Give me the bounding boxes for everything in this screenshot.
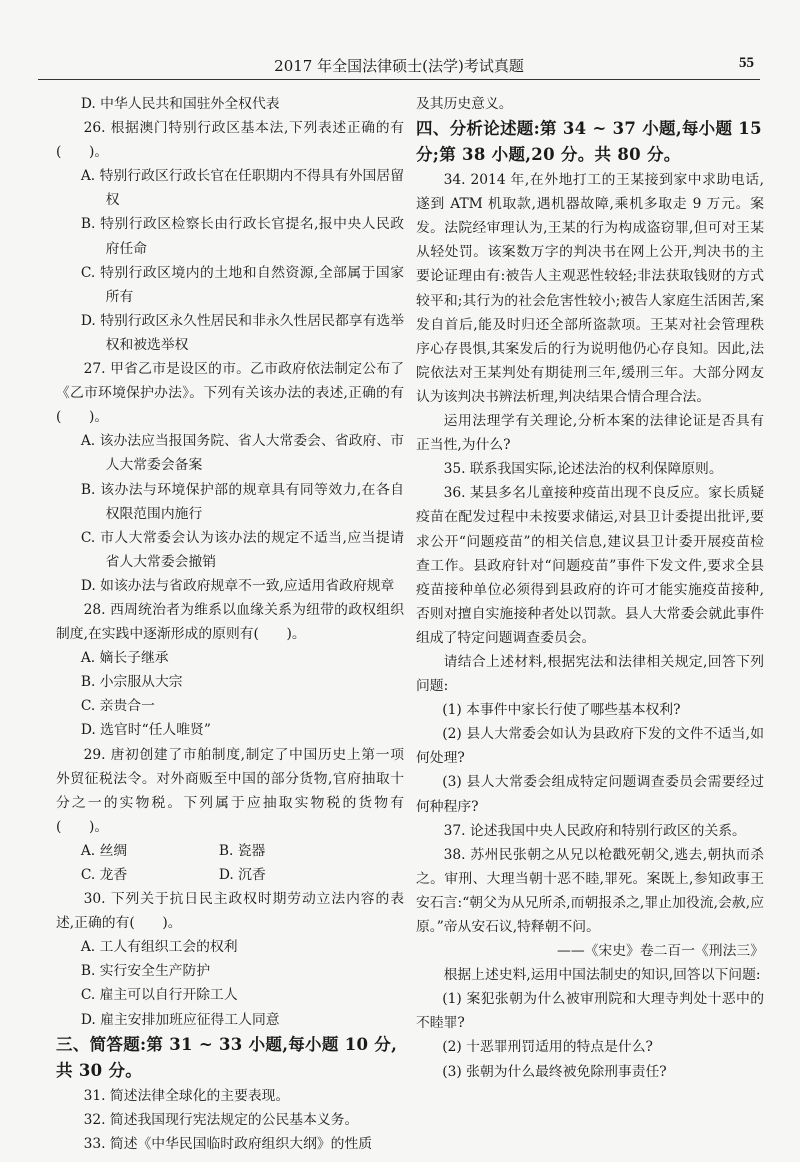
section-3-heading: 三、简答题:第 31 ~ 33 小题,每小题 10 分,共 30 分。 xyxy=(56,1034,398,1080)
q36-sub-1: (1) 本事件中家长行使了哪些基本权利? xyxy=(442,702,681,719)
q27-option-b: B. 该办法与环境保护部的规章具有同等效力,在各自权限范围内施行 xyxy=(80,481,404,522)
q26-option-b: B. 特别行政区检察长由行政长官提名,报中央人民政府任命 xyxy=(80,216,404,257)
page-number: 55 xyxy=(739,55,754,71)
q26-option-d: D. 特别行政区永久性居民和非永久性居民都享有选举权和被选举权 xyxy=(80,312,404,353)
q38-sub-1: (1) 案犯张朝为什么被审刑院和大理寺判处十恶中的不睦罪? xyxy=(416,991,764,1032)
q28-option-b: B. 小宗服从大宗 xyxy=(80,674,183,691)
q27-option-d: D. 如该办法与省政府规章不一致,应适用省政府规章 xyxy=(80,577,395,594)
q38-sub-2: (2) 十恶罪刑罚适用的特点是什么? xyxy=(442,1039,653,1056)
q38-question: 根据上述史料,运用中国法制史的知识,回答以下问题: xyxy=(443,967,761,984)
q29-option-d: D. 沉香 xyxy=(218,867,266,883)
q36-sub-3: (3) 县人大常委会组成特定问题调查委员会需要经过何种程序? xyxy=(416,774,764,815)
q29-option-b: B. 瓷器 xyxy=(218,842,266,859)
q28-stem: 28. 西周统治者为维系以血缘关系为纽带的政权组织制度,在实践中逐渐形成的原则有( )。 xyxy=(56,601,404,643)
q29-options-row1 xyxy=(56,839,404,863)
left-column xyxy=(56,92,404,1156)
running-title: 2017 年全国法律硕士(法学)考试真题 xyxy=(274,57,524,75)
q27-option-c: C. 市人大常委会认为该办法的规定不适当,应当提请省人大常委会撤销 xyxy=(80,529,404,570)
q36-question: 请结合上述材料,根据宪法和法律相关规定,回答下列问题: xyxy=(416,653,764,695)
q38-sub-3: (3) 张朝为什么最终被免除刑事责任? xyxy=(442,1063,667,1080)
q29-options-row2 xyxy=(56,863,404,887)
q32: 32. 简述我国现行宪法规定的公民基本义务。 xyxy=(83,1111,359,1128)
q38-body: 38. 苏州民张朝之从兄以枪戳死朝父,逃去,朝执而杀之。审刑、大理当朝十恶不睦,罪死。案既上,参知政事王安石言:“朝父为从兄所杀,而朝报杀之,罪止加役流,会赦,应原。”帝从安石议,特释朝不问。 xyxy=(416,846,764,935)
q37: 37. 论述我国中央人民政府和特别行政区的关系。 xyxy=(443,822,746,839)
q38-source: ——《宋史》卷二百一《刑法三》 xyxy=(557,943,764,960)
q25-option-d: D. 中华人民共和国驻外全权代表 xyxy=(80,96,280,112)
q30-option-d: D. 雇主安排加班应征得工人同意 xyxy=(80,1011,280,1028)
q35: 35. 联系我国实际,论述法治的权利保障原则。 xyxy=(443,461,723,478)
right-column xyxy=(416,92,764,1084)
q30-option-c: C. 雇主可以自行开除工人 xyxy=(80,987,238,1004)
q33: 33. 简述《中华民国临时政府组织大纲》的性质 xyxy=(83,1135,373,1152)
page-header xyxy=(38,55,760,80)
q36-sub-2: (2) 县人大常委会如认为县政府下发的文件不适当,如何处理? xyxy=(416,726,764,767)
q29-stem: 29. 唐初创建了市舶制度,制定了中国历史上第一项外贸征税法令。对外商贩至中国的部分货物,官府抽取十分之一的实物税。下列属于应抽取实物税的货物有( )。 xyxy=(56,746,404,835)
q29-option-c: C. 龙香 xyxy=(80,867,128,883)
q29-option-a: A. 丝绸 xyxy=(80,842,128,859)
q28-option-a: A. 嫡长子继承 xyxy=(80,650,169,667)
q36-body: 36. 某县多名儿童接种疫苗出现不良反应。家长质疑疫苗在配发过程中未按要求储运,对县卫计委提出批评,要求公开“问题疫苗”的相关信息,建议县卫计委开展疫苗检查工作。县政府针对“问题疫苗”事件下发文件,要求全县疫苗接种单位必须得到县政府的许可才能实施疫苗接种,否则对擅自实施接种者处以罚款。县人大常委会就此事件组成了特定问题调查委员会。 xyxy=(416,485,764,646)
q31: 31. 简述法律全球化的主要表现。 xyxy=(83,1087,290,1104)
q26-option-a: A. 特别行政区行政长官在任职期内不得具有外国居留权 xyxy=(80,168,404,209)
q33-continued: 及其历史意义。 xyxy=(416,96,513,112)
q27-stem: 27. 甲省乙市是设区的市。乙市政府依法制定公布了《乙市环境保护办法》。下列有关该办法的表述,正确的有( )。 xyxy=(56,361,404,426)
q26-option-c: C. 特别行政区境内的土地和自然资源,全部属于国家所有 xyxy=(80,264,404,305)
q28-option-c: C. 亲贵合一 xyxy=(80,698,155,715)
q26-stem: 26. 根据澳门特别行政区基本法,下列表述正确的有( )。 xyxy=(56,120,404,161)
section-4-heading: 四、分析论述题:第 34 ~ 37 小题,每小题 15 分;第 38 小题,20 分。共 80 分。 xyxy=(416,119,762,165)
q30-stem: 30. 下列关于抗日民主政权时期劳动立法内容的表述,正确的有( )。 xyxy=(56,891,404,932)
q27-option-a: A. 该办法应当报国务院、省人大常委会、省政府、市人大常委会备案 xyxy=(80,433,404,474)
q30-option-b: B. 实行安全生产防护 xyxy=(80,963,211,980)
q34-body: 34. 2014 年,在外地打工的王某接到家中求助电话,遂到 ATM 机取款,遇机器故障,乘机多取走 9 万元。案发。法院经审理认为,王某的行为构成盗窃罪,但可对王某从轻处罚。该案数万字的判决书在网上公开,判决书的主要论证理由有:被告人主观恶性较轻;非法获取钱财的方式较平和;其行为的社会危害性较小;被告人家庭生活困苦,案发自首后,能及时归还全部所盗款项。王某对社会管理秩序心存畏惧,其案发后的行为说明他仍心存良知。因此,法院依法对王某判处有期徒刑三年,缓刑三年。大部分网友认为该判决书辨法析理,判决结果合情合理合法。 xyxy=(416,172,764,405)
q30-option-a: A. 工人有组织工会的权利 xyxy=(80,939,238,956)
q34-question: 运用法理学有关理论,分析本案的法律论证是否具有正当性,为什么? xyxy=(416,413,764,454)
q28-option-d: D. 选官时“任人唯贤” xyxy=(80,722,211,739)
